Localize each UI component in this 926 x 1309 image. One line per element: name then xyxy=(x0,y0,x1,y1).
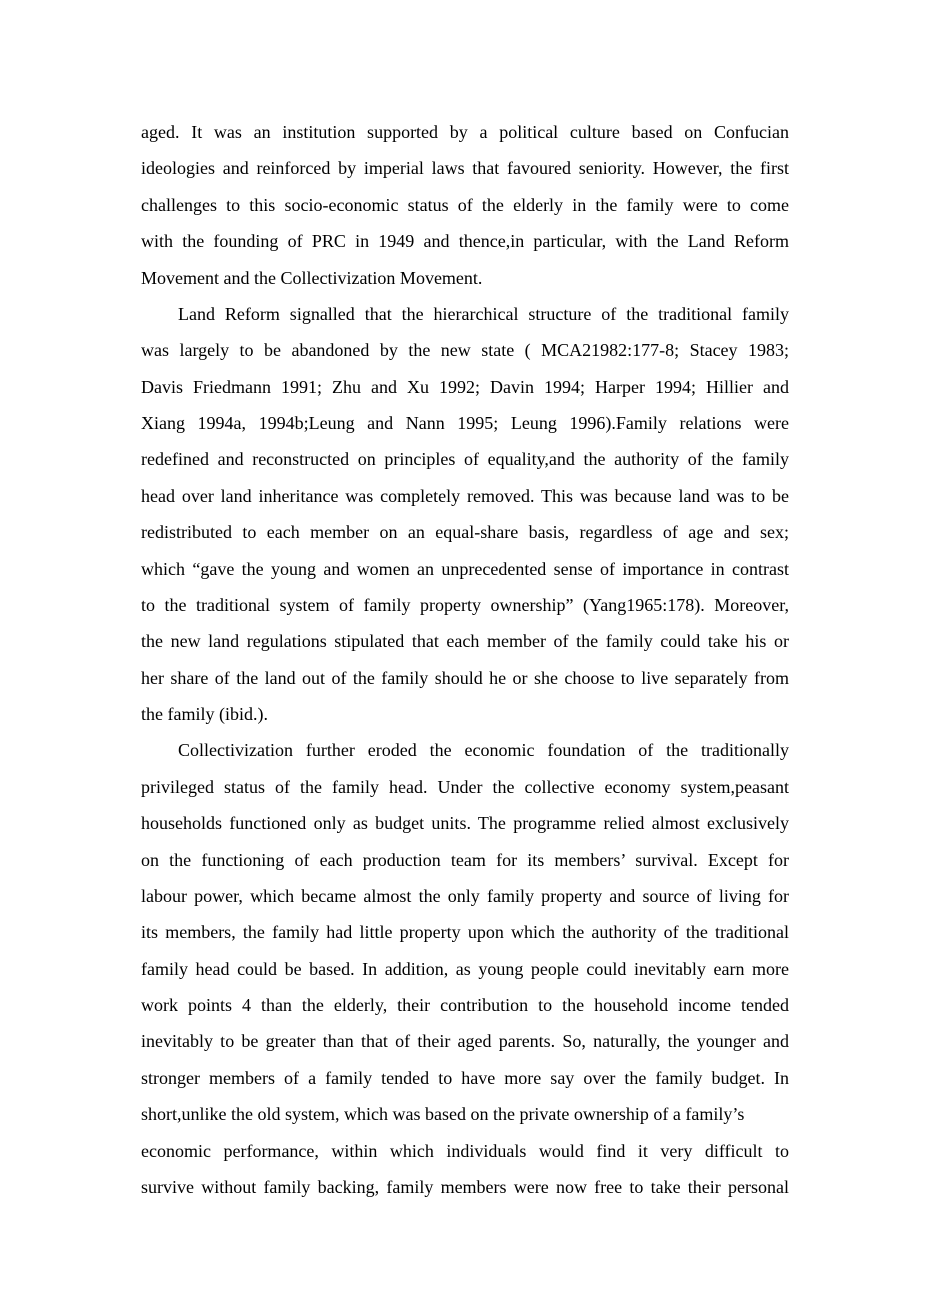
text-line: Movement and the Collectivization Movement. xyxy=(141,267,483,288)
text-line: stronger members of a family tended to have more say over the family budget. In xyxy=(141,1067,789,1088)
text-line: Land Reform signalled that the hierarchical structure of the traditional family xyxy=(178,303,789,324)
text-line: head over land inheritance was completely removed. This was because land was to be xyxy=(141,485,789,506)
text-line: challenges to this socio-economic status of the elderly in the family were to come xyxy=(141,194,789,215)
text-line: with the founding of PRC in 1949 and thence,in particular, with the Land Reform xyxy=(141,231,789,252)
text-line: was largely to be abandoned by the new state ( MCA21982:177-8; Stacey 1983; xyxy=(141,340,789,361)
text-line: Davis Friedmann 1991; Zhu and Xu 1992; Davin 1994; Harper 1994; Hillier and xyxy=(141,376,789,397)
text-line: economic performance, within which individuals would find it very difficult to xyxy=(141,1140,789,1161)
text-line: Collectivization further eroded the economic foundation of the traditionally xyxy=(178,740,789,761)
text-line: work points 4 than the elderly, their contribution to the household income tended xyxy=(141,995,789,1015)
paragraph xyxy=(141,114,789,296)
text-line: inevitably to be greater than that of their aged parents. So, naturally, the younger and xyxy=(141,1031,789,1052)
paragraph xyxy=(141,732,789,1205)
text-line: on the functioning of each production team for its members’ survival. Except for xyxy=(141,849,789,870)
text-line: its members, the family had little property upon which the authority of the traditional xyxy=(141,922,789,943)
text-line: ideologies and reinforced by imperial laws that favoured seniority. However, the first xyxy=(141,158,789,179)
text-line: Xiang 1994a, 1994b;Leung and Nann 1995; Leung 1996).Family relations were xyxy=(141,413,789,433)
text-line: the new land regulations stipulated that each member of the family could take his or xyxy=(141,631,789,652)
text-line: redistributed to each member on an equal-share basis, regardless of age and sex; xyxy=(141,522,789,543)
text-line: labour power, which became almost the only family property and source of living for xyxy=(141,885,789,906)
paragraph xyxy=(141,296,789,733)
text-line: survive without family backing, family members were now free to take their personal xyxy=(141,1176,789,1197)
text-line: redefined and reconstructed on principles of equality,and the authority of the family xyxy=(141,449,789,470)
text-line: households functioned only as budget units. The programme relied almost exclusively xyxy=(141,813,789,834)
text-line: her share of the land out of the family should he or she choose to live separately from xyxy=(141,667,789,688)
document-page xyxy=(141,114,789,1205)
text-line: family head could be based. In addition, as young people could inevitably earn more xyxy=(141,958,789,979)
text-line: privileged status of the family head. Under the collective economy system,peasant xyxy=(141,776,789,797)
text-line: to the traditional system of family property ownership” (Yang1965:178). Moreover, xyxy=(141,594,789,615)
text-line: the family (ibid.). xyxy=(141,704,268,724)
text-line: short,unlike the old system, which was based on the private ownership of a family’s xyxy=(141,1104,745,1125)
text-line: aged. It was an institution supported by a political culture based on Confucian xyxy=(141,122,789,142)
text-line: which “gave the young and women an unprecedented sense of importance in contrast xyxy=(141,558,789,579)
